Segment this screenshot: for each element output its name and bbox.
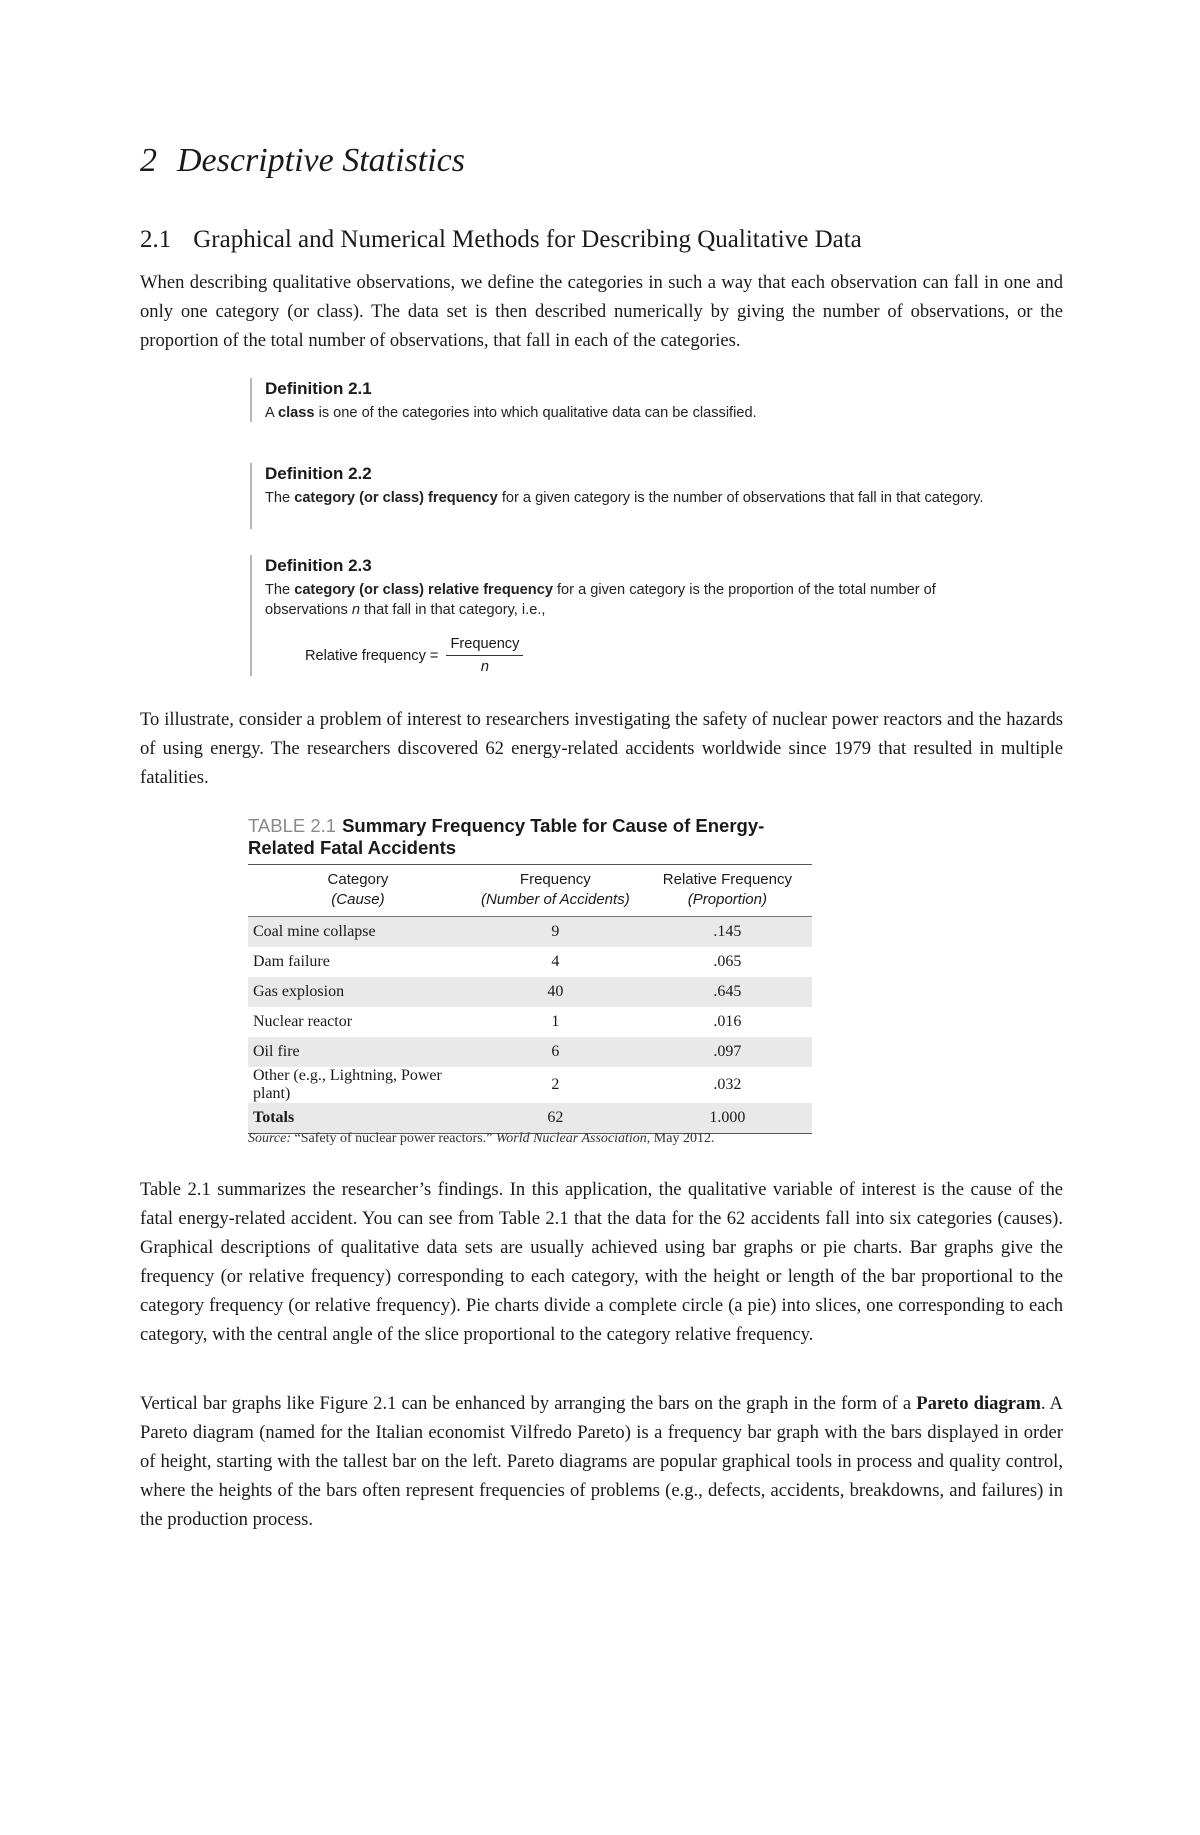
- table-header-row: [248, 865, 812, 917]
- cell-category: Other (e.g., Lightning, Power plant): [253, 1067, 442, 1102]
- defined-term: class: [277, 405, 315, 421]
- table-row: [248, 947, 812, 977]
- definition-title: Definition 2.2: [265, 464, 372, 483]
- cell-category: Gas explosion: [248, 977, 468, 1007]
- section-name: Graphical and Numerical Methods for Describing Qualitative Data: [193, 226, 862, 253]
- table-label: TABLE 2.1: [248, 815, 337, 836]
- definition-title: Definition 2.3: [265, 556, 372, 575]
- definition-2-1: [250, 378, 985, 422]
- cell-relative-frequency: .032: [713, 1076, 742, 1093]
- illustration-paragraph: To illustrate, consider a problem of interest to researchers investigating the safety of nuclear power reactors and the hazards of using energy. The researchers discovered 62 energy-related accidents worldwide since 1979 that resulted in multiple fatalities.: [140, 709, 1063, 788]
- definition-title: Definition 2.1: [265, 379, 372, 398]
- cell-relative-frequency: .645: [643, 977, 812, 1007]
- pareto-paragraph: Vertical bar graphs like Figure 2.1 can be enhanced by arranging the bars on the graph in the form of a Pareto diagram. A Pareto diagram (named for the Italian economist Vilfredo Pareto) is a frequency bar graph with the bars displayed in order of height, starting with the tallest bar on the left. Pareto diagrams are popular graphical tools in process and quality control, where the heights of the bars often represent frequencies of problems (e.g., defects, accidents, breakdowns, and failures) in the production process.: [140, 1393, 1063, 1530]
- relative-frequency-formula: [305, 635, 523, 676]
- definition-text: The category (or class) frequency for a given category is the number of observations that fall in that category.: [265, 490, 984, 506]
- definition-2-3: [250, 555, 985, 676]
- formula-fraction: [446, 635, 523, 676]
- cell-relative-frequency: .145: [643, 917, 812, 948]
- cell-total-relative-frequency: 1.000: [643, 1103, 812, 1134]
- frequency-table: [248, 864, 812, 1134]
- definition-text: A class is one of the categories into which qualitative data can be classified.: [265, 405, 757, 421]
- cell-category: Oil fire: [248, 1037, 468, 1067]
- table-caption: [248, 815, 828, 859]
- table-row: [248, 1037, 812, 1067]
- pareto-term: Pareto diagram: [916, 1393, 1041, 1414]
- summary-paragraph: Table 2.1 summarizes the researcher’s findings. In this application, the qualitative variable of interest is the cause of the fatal energy-related accident. You can see from Table 2.1 that the data for the 62 accidents fall into six categories (causes). Graphical descriptions of qualitative data sets are usually achieved using bar graphs or pie charts. Bar graphs give the frequency (or relative frequency) corresponding to each category, with the height or length of the bar proportional to the category frequency (or relative frequency). Pie charts divide a complete circle (a pie) into slices, one corresponding to each category, with the central angle of the slice proportional to the category relative frequency.: [140, 1179, 1063, 1345]
- cell-frequency: 6: [468, 1037, 643, 1067]
- chapter-name: Descriptive Statistics: [177, 142, 466, 179]
- table-row: [248, 1007, 812, 1037]
- defined-term: category (or class) relative frequency: [294, 582, 553, 598]
- table-totals-row: [248, 1103, 812, 1134]
- cell-relative-frequency: .016: [713, 1013, 742, 1030]
- header-relative-frequency: Relative Frequency (Proportion): [643, 865, 812, 917]
- cell-category: Coal mine collapse: [248, 917, 468, 948]
- formula-numerator: Frequency: [446, 635, 523, 656]
- header-category: Category (Cause): [248, 865, 468, 917]
- cell-frequency: 4: [551, 953, 560, 970]
- cell-frequency: 1: [551, 1013, 560, 1030]
- header-frequency: Frequency (Number of Accidents): [468, 865, 643, 917]
- cell-frequency: 2: [551, 1076, 560, 1093]
- cell-totals-label: Totals: [248, 1103, 468, 1134]
- definition-text: The category (or class) relative frequency for a given category is the proportion of the total number of observations n that fall in that category, i.e.,: [265, 582, 936, 618]
- section-number: 2.1: [140, 226, 172, 253]
- cell-total-frequency: 62: [468, 1103, 643, 1134]
- table-title: Summary Frequency Table for Cause of Energy-Related Fatal Accidents: [248, 815, 765, 858]
- cell-relative-frequency: .065: [713, 953, 742, 970]
- cell-category: Nuclear reactor: [253, 1013, 353, 1030]
- chapter-number: 2: [140, 142, 157, 179]
- defined-term: category (or class) frequency: [294, 490, 498, 506]
- definition-2-2: [250, 463, 985, 529]
- table-row: [248, 1067, 812, 1103]
- cell-frequency: 40: [468, 977, 643, 1007]
- intro-paragraph: When describing qualitative observations, we define the categories in such a way that each observation can fall in one and only one category (or class). The data set is then described numerically by giving the number of observations, or the proportion of the total number of observations, that fall in each of the categories.: [140, 272, 1063, 351]
- chapter-title: [140, 142, 465, 180]
- cell-category: Dam failure: [253, 953, 330, 970]
- formula-lhs: Relative frequency =: [305, 647, 439, 664]
- table-row: [248, 917, 812, 948]
- formula-denominator: n: [480, 659, 489, 675]
- cell-frequency: 9: [468, 917, 643, 948]
- cell-relative-frequency: .097: [643, 1037, 812, 1067]
- table-row: [248, 977, 812, 1007]
- section-title: [140, 226, 862, 254]
- table-source-note: Source: “Safety of nuclear power reactors.” World Nuclear Association, May 2012.: [248, 1131, 715, 1146]
